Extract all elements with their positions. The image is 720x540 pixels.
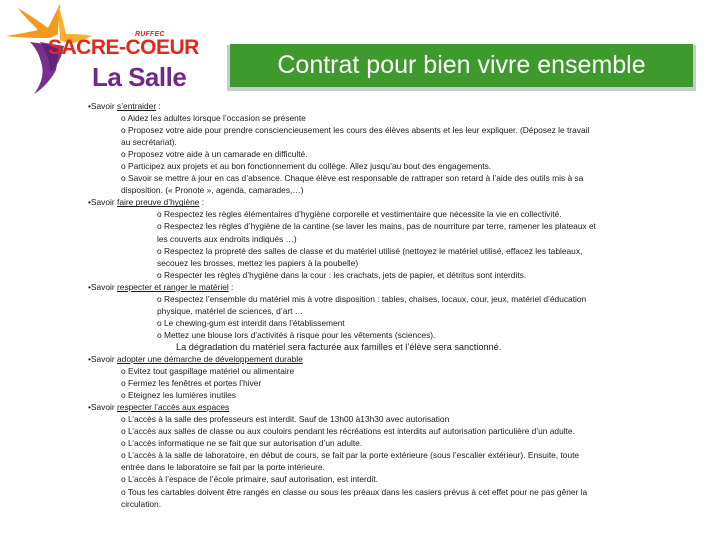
list-item: o L’accès informatique ne se fait que sur autorisation d’un adulte. (121, 438, 363, 449)
page-title: Contrat pour bien vivre ensemble (277, 51, 646, 79)
list-item: o Aidez les adultes lorsque l’occasion se présente (121, 113, 306, 124)
list-item: o Proposez votre aide pour prendre consciencieusement les cours des élèves absents et les leur expliquer. (Déposez le travail (121, 125, 590, 136)
list-item: o Respectez les règles élémentaires d’hygiène corporelle et vestimentaire que nécessite la vie en collectivité. (157, 209, 562, 220)
list-item: entrée dans le laboratoire se fait par la porte intérieure. (121, 462, 325, 473)
list-item: o Fermez les fenêtres et portes l’hiver (121, 378, 262, 389)
list-item: o Mettez une blouse lors d’activités à risque pour les vêtements (sciences). (157, 329, 436, 340)
list-item: o Evitez tout gaspillage matériel ou alimentaire (121, 366, 295, 377)
list-item: secouez les brosses, mettez les papiers à la poubelle) (157, 257, 359, 268)
list-item: o Respectez les règles d’hygiène de la cantine (se laver les mains, pas de nourriture par terre, ramener les plateaux et (157, 221, 596, 232)
list-item: o Respecter les règles d’hygiène dans la cour : les crachats, jets de papier, et détritus sont interdits. (157, 269, 527, 280)
list-item: o Tous les cartables doivent être rangés en classe ou sous les préaux dans les casiers prévus à cet effet pour ne pas gêner la (121, 486, 588, 497)
list-item: les couverts aux endroits indiqués …) (157, 233, 297, 244)
section-heading-hygiene: •Savoir faire preuve d’hygiène : (88, 197, 205, 208)
section-heading-acces-espaces: •Savoir respecter l’accès aux espaces (88, 402, 230, 413)
list-item: o L’accès à l’espace de l’école primaire, sauf autorisation, est interdit. (121, 474, 378, 485)
list-item: o Eteignez les lumières inutiles (121, 390, 236, 401)
title-banner (230, 44, 693, 87)
logo-ruffec-text: RUFFEC (135, 31, 165, 38)
list-item: disposition. (« Pronote », agenda, camarades,…) (121, 185, 304, 196)
list-item: o Respectez l’ensemble du matériel mis à votre disposition : tables, chaises, locaux, cour, jeux, matériel d’éducation (157, 293, 587, 304)
contract-body (88, 100, 688, 510)
section-heading-entraide: •Savoir s’entraider : (88, 101, 161, 111)
list-item: o Le chewing-gum est interdit dans l’établissement (157, 317, 345, 328)
list-item: o L’accès aux salles de classe ou aux couloirs pendant les récréations est interdits auf autorisation particulière d’un adulte. (121, 426, 575, 437)
damage-warning: La dégradation du matériel sera facturée aux familles et l’élève sera sanctionné. (176, 341, 502, 352)
list-item: o L’accès à la salle des professeurs est interdit. Sauf de 13h00 à13h30 avec autorisation (121, 414, 450, 425)
list-item: o Proposez votre aide à un camarade en difficulté. (121, 149, 308, 160)
list-item: physique, matériel de sciences, d’art … (157, 305, 304, 316)
section-heading-materiel: •Savoir respecter et ranger le matériel : (88, 281, 234, 292)
logo-name-line2: La Salle (92, 62, 187, 92)
list-item: circulation. (121, 498, 162, 509)
list-item: au secrétariat). (121, 137, 177, 148)
section-heading-developpement-durable: •Savoir adopter une démarche de développement durable (88, 353, 303, 364)
list-item: o L’accès à la salle de laboratoire, en début de cours, se fait par la porte extérieure (sous l’escalier extérieur). Ensuite, toute (121, 450, 580, 461)
logo-name-line1: SACRE-COEUR (48, 36, 199, 59)
list-item: o Savoir se mettre à jour en cas d’absence. Chaque élève est responsable de rattraper son retard à l’aide des outils mis à sa (121, 173, 584, 184)
school-logo (0, 0, 200, 100)
list-item: o Respectez la propreté des salles de classe et du matériel utilisé (nettoyez le matériel utilisé, effacez les tableaux, (157, 245, 583, 256)
list-item: o Participez aux projets et au bon fonctionnement du collège. Allez jusqu’au bout des engagements. (121, 161, 492, 172)
